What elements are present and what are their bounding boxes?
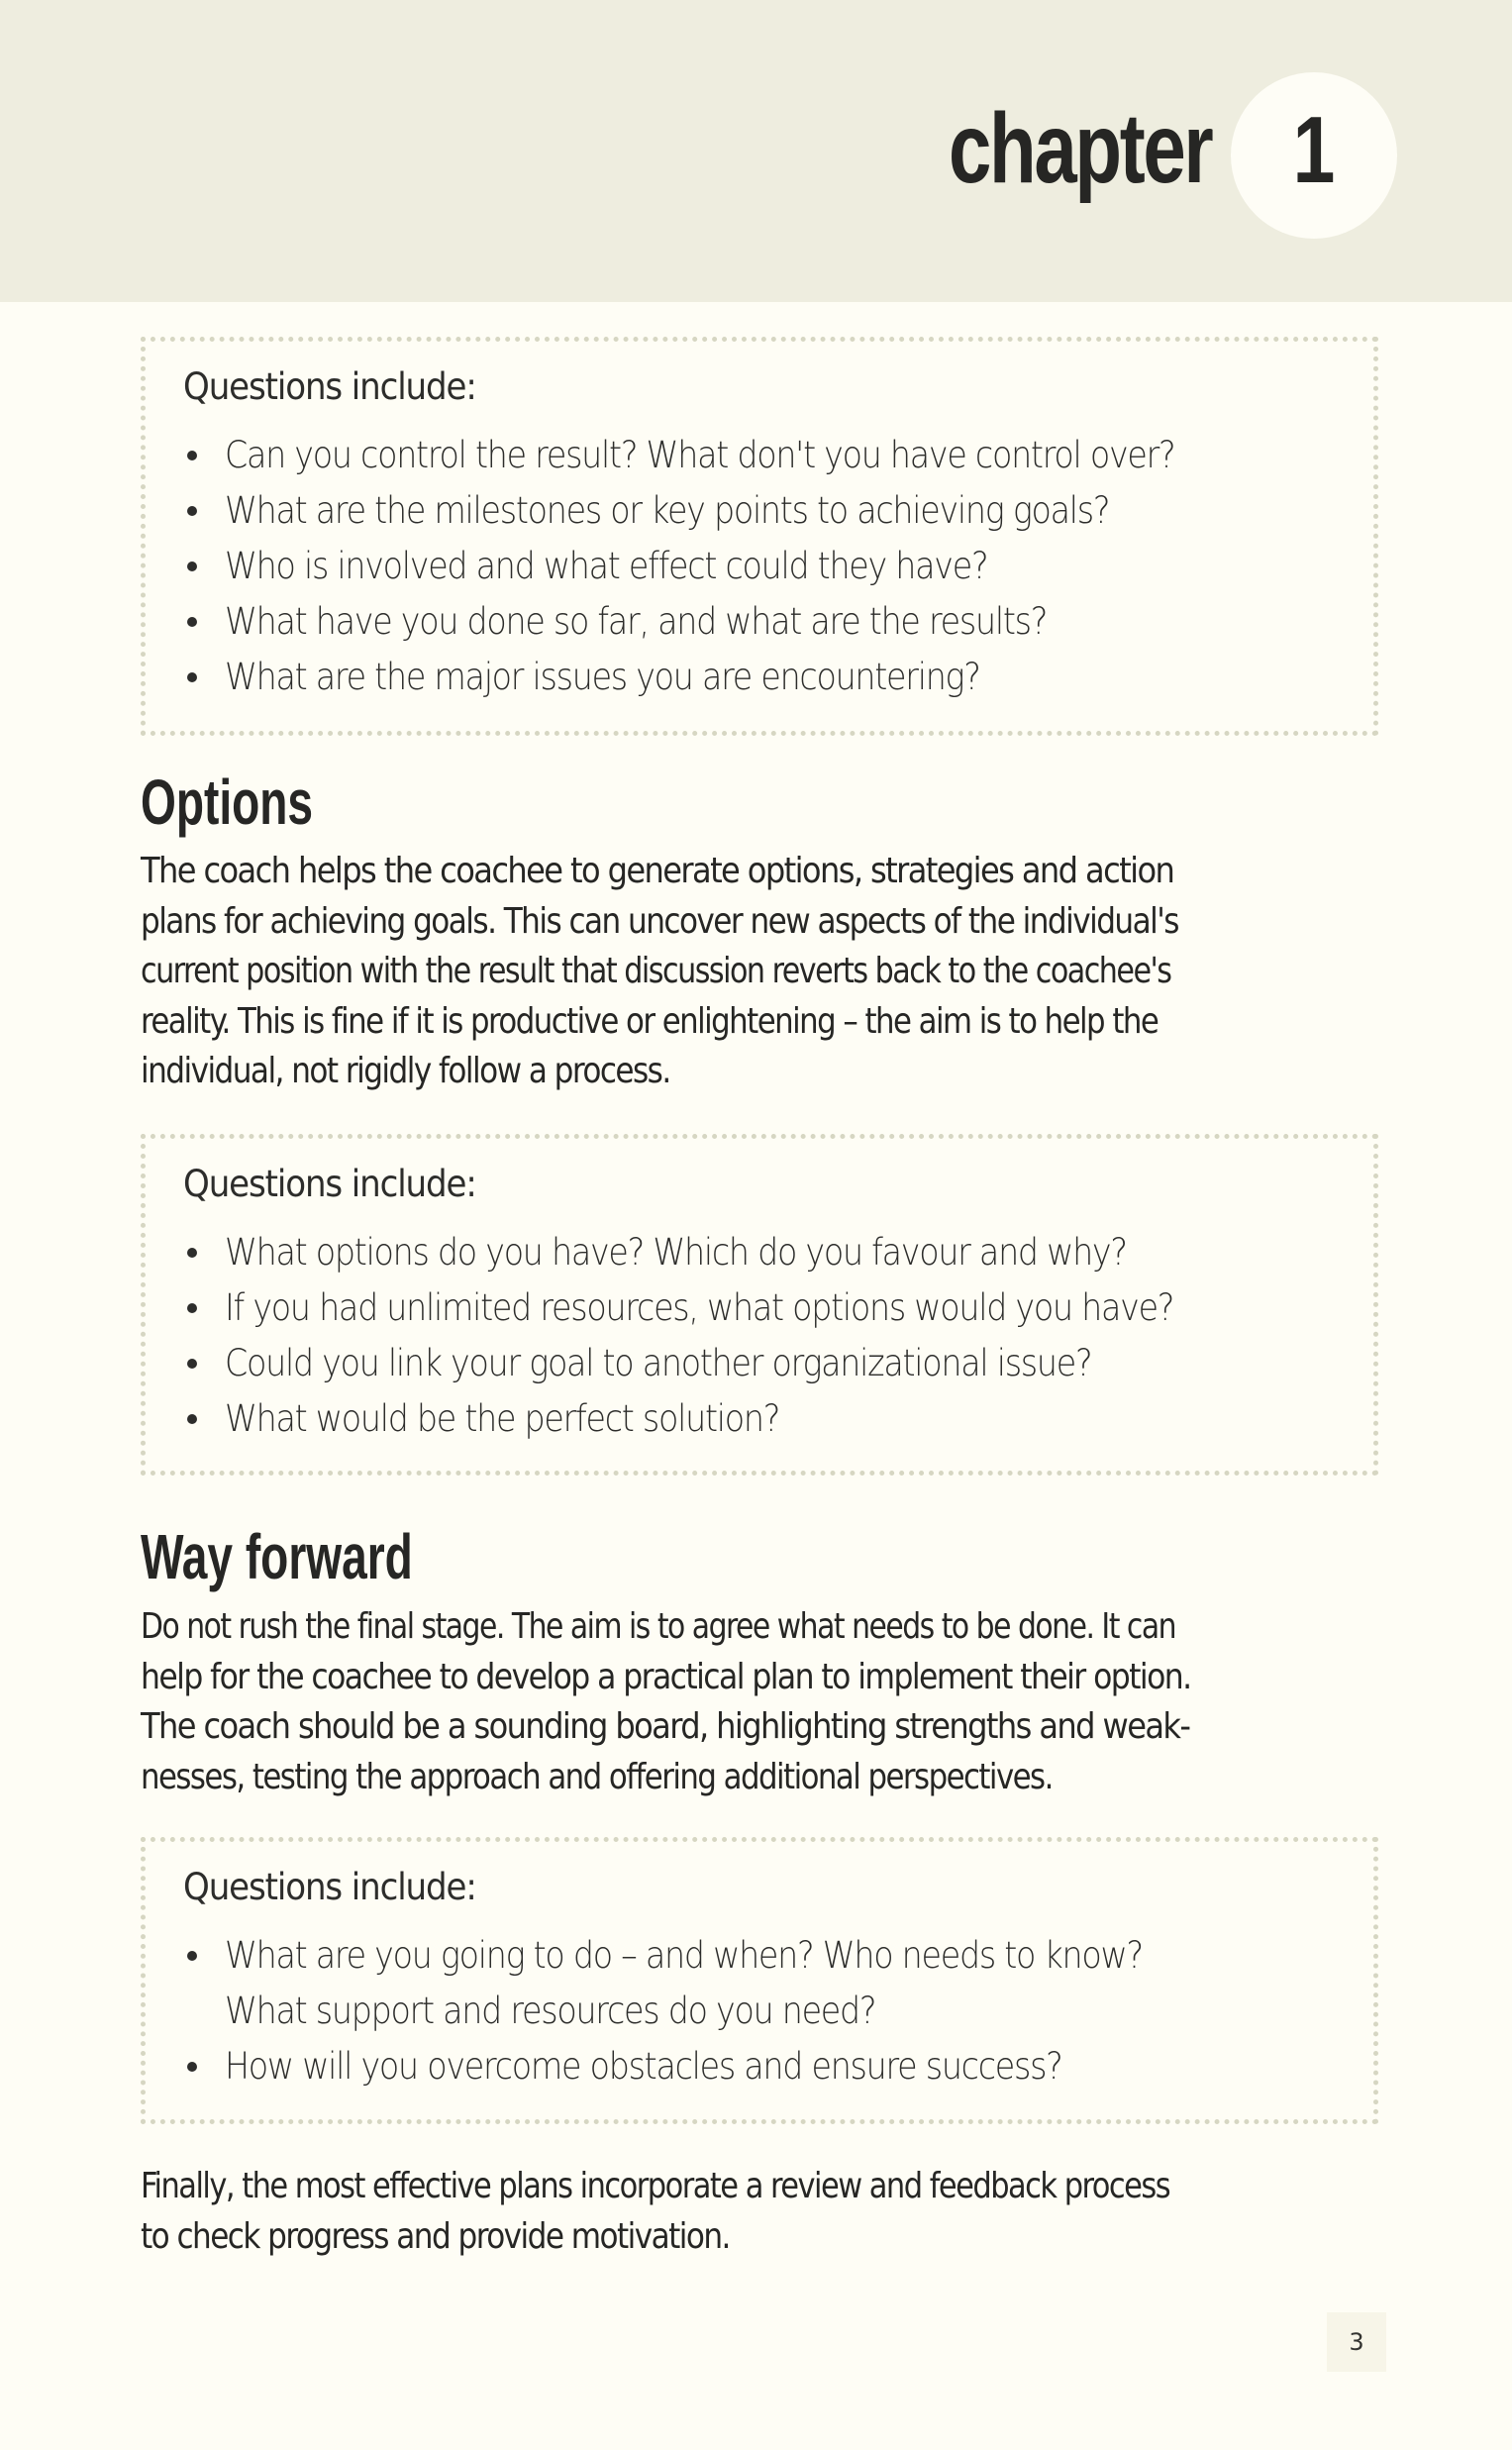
questions-list [183,428,1373,705]
question-item: If you had unlimited resources, what options would you have? [183,1280,1373,1336]
questions-title: Questions include: [183,365,476,408]
way-forward-heading: Way forward [141,1521,413,1592]
question-item: What are the milestones or key points to achieving goals? [183,483,1373,539]
bullet-icon [187,1414,197,1424]
closing-paragraph: Finally, the most effective plans incorporate a review and feedback process to check progress and provide motivation. [141,2166,1170,2257]
page-number: 3 [1327,2312,1386,2372]
bullet-icon [187,451,197,460]
bullet-icon [187,672,197,682]
question-item-continuation: What support and resources do you need? [225,1990,876,2032]
questions-title: Questions include: [183,1866,476,1908]
way-forward-questions-box [141,1837,1378,2124]
question-item: What options do you have? Which do you favour and why? [183,1225,1373,1280]
question-item: What are you going to do – and when? Who needs to know? [183,1928,1373,1984]
options-paragraph: The coach helps the coachee to generate options, strategies and action plans for achieving goals. This can uncover new aspects of the individual's current position with the result that discussion reverts back to the coachee's reality. This is fine if it is productive or enlightening – the aim is to help the individual, not rigidly follow a process. [141,851,1178,1091]
question-item: Can you control the result? What don't you have control over? [183,428,1373,483]
questions-list [183,1928,1373,2094]
options-heading: Options [141,766,314,838]
question-item: How will you overcome obstacles and ensure success? [183,2039,1373,2094]
bullet-icon [187,617,197,627]
chapter-header [0,0,1512,302]
bullet-icon [187,1359,197,1369]
bullet-icon [187,1303,197,1313]
bullet-icon [187,2062,197,2072]
reality-questions-box [141,337,1378,736]
question-item: What would be the perfect solution? [183,1391,1373,1447]
chapter-number: 1 [1292,97,1336,203]
questions-list [183,1225,1373,1447]
chapter-label: chapter [949,93,1212,204]
question-item: What are the major issues you are encountering? [183,650,1373,705]
bullet-icon [187,1951,197,1961]
question-item: Who is involved and what effect could they have? [183,539,1373,594]
bullet-icon [187,1248,197,1258]
bullet-icon [187,561,197,571]
bullet-icon [187,506,197,516]
way-forward-paragraph: Do not rush the final stage. The aim is to agree what needs to be done. It can help for the coachee to develop a practical plan to implement their option. The coach should be a sounding board, highlighting strengths and weak- nesses, testing the approach and offering additional perspectives. [141,1606,1191,1797]
options-questions-box [141,1134,1378,1476]
question-item: What have you done so far, and what are the results? [183,594,1373,650]
chapter-number-badge [1231,72,1397,239]
questions-title: Questions include: [183,1163,476,1205]
question-item: Could you link your goal to another organizational issue? [183,1336,1373,1391]
